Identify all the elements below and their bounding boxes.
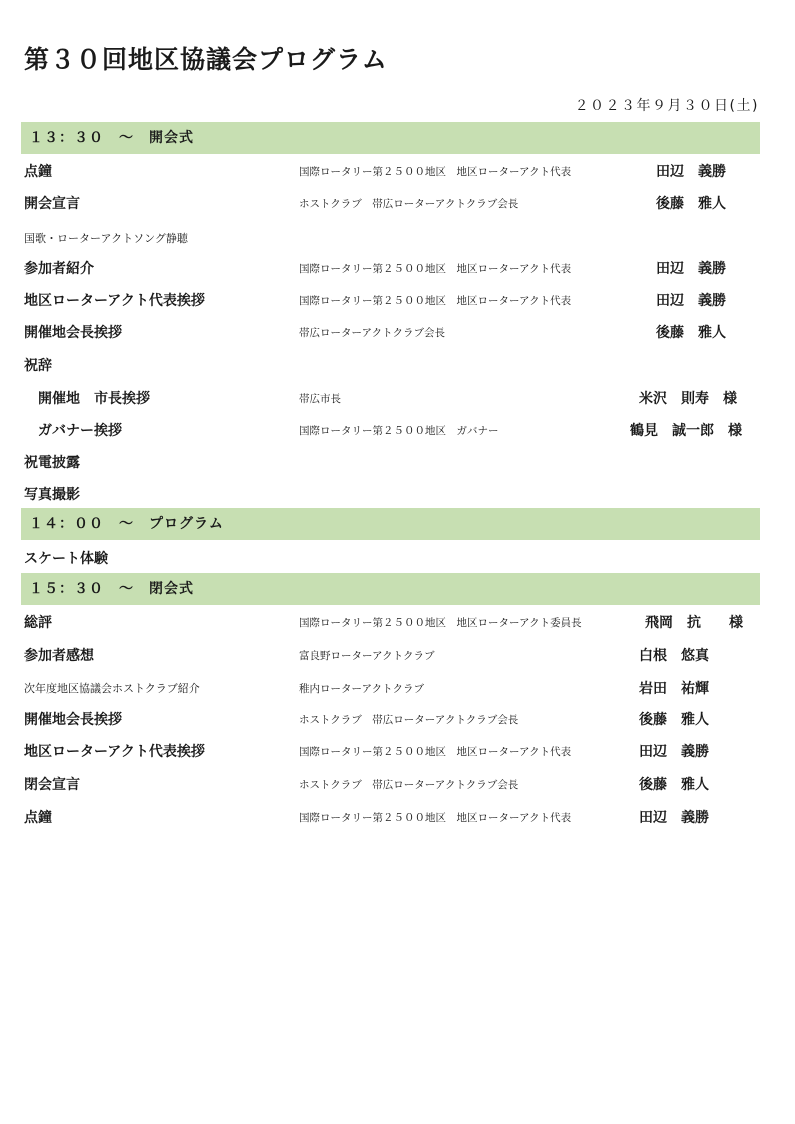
- program-row: [0, 612, 795, 634]
- item-label: 開会宣言: [24, 196, 80, 212]
- program-row: [0, 161, 795, 183]
- item-label: 点鐘: [24, 164, 52, 180]
- item-label: 祝辞: [24, 358, 52, 374]
- program-row: [0, 484, 795, 506]
- item-org: 帯広ローターアクトクラブ会長: [299, 327, 445, 339]
- item-org: 国際ロータリー第２５００地区 地区ローターアクト代表: [299, 166, 572, 178]
- item-label: 次年度地区協議会ホストクラブ紹介: [24, 682, 200, 695]
- item-label: 開催地会長挨拶: [24, 325, 122, 341]
- item-org: ホストクラブ 帯広ローターアクトクラブ会長: [299, 198, 519, 210]
- item-person: 田辺 義勝: [656, 261, 726, 277]
- item-person: 田辺 義勝: [639, 810, 709, 826]
- item-label: 開催地会長挨拶: [24, 712, 122, 728]
- item-person: 田辺 義勝: [639, 744, 709, 760]
- item-person: 鶴見 誠一郎 様: [630, 423, 742, 439]
- item-person: 後藤 雅人: [639, 777, 709, 793]
- item-person: 飛岡 抗 様: [645, 615, 743, 631]
- event-date: ２０２３年９月３０日(土): [574, 98, 759, 114]
- section-header-program: １４：００ ～ プログラム: [21, 508, 760, 540]
- page-title: 第３０回地区協議会プログラム: [24, 45, 388, 74]
- item-label: 参加者感想: [24, 648, 94, 664]
- section-header-opening: １３：３０ ～ 開会式: [21, 122, 760, 154]
- item-label: 参加者紹介: [24, 261, 94, 277]
- item-label: 総評: [24, 615, 52, 631]
- item-org: ホストクラブ 帯広ローターアクトクラブ会長: [299, 779, 519, 791]
- program-row: [0, 452, 795, 474]
- item-org: 国際ロータリー第２５００地区 地区ローターアクト委員長: [299, 617, 582, 629]
- item-label: 国歌・ローターアクトソング静聴: [24, 232, 188, 245]
- program-row: [0, 548, 795, 570]
- item-person: 白根 悠真: [639, 648, 709, 664]
- item-org: 国際ロータリー第２５００地区 地区ローターアクト代表: [299, 746, 572, 758]
- item-label: 写真撮影: [24, 487, 80, 503]
- program-row: [0, 709, 795, 731]
- item-person: 後藤 雅人: [656, 325, 726, 341]
- item-org: 国際ロータリー第２５００地区 地区ローターアクト代表: [299, 295, 572, 307]
- item-label: 閉会宣言: [24, 777, 80, 793]
- item-org: 国際ロータリー第２５００地区 ガバナー: [299, 425, 499, 437]
- program-row: [0, 420, 795, 442]
- item-person: 米沢 則寿 様: [639, 391, 737, 407]
- item-org: 国際ロータリー第２５００地区 地区ローターアクト代表: [299, 263, 572, 275]
- section-header-closing: １５：３０ ～ 閉会式: [21, 573, 760, 605]
- item-label: 地区ローターアクト代表挨拶: [24, 744, 205, 760]
- item-org: 稚内ローターアクトクラブ: [299, 683, 424, 695]
- item-org: 国際ロータリー第２５００地区 地区ローターアクト代表: [299, 812, 572, 824]
- program-row: [0, 228, 795, 250]
- item-label: 地区ローターアクト代表挨拶: [24, 293, 205, 309]
- item-person: 田辺 義勝: [656, 164, 726, 180]
- item-label: 開催地 市長挨拶: [38, 391, 150, 407]
- program-row: [0, 322, 795, 344]
- item-org: 帯広市長: [299, 393, 341, 405]
- item-person: 田辺 義勝: [656, 293, 726, 309]
- item-label: スケート体験: [24, 551, 108, 567]
- program-row: [0, 355, 795, 377]
- program-row: [0, 774, 795, 796]
- item-person: 後藤 雅人: [656, 196, 726, 212]
- program-row: [0, 290, 795, 312]
- item-org: ホストクラブ 帯広ローターアクトクラブ会長: [299, 714, 519, 726]
- program-row: [0, 645, 795, 667]
- item-label: 点鐘: [24, 810, 52, 826]
- item-org: 富良野ローターアクトクラブ: [299, 650, 435, 662]
- item-label: 祝電披露: [24, 455, 80, 471]
- program-row: [0, 807, 795, 829]
- program-row: [0, 388, 795, 410]
- program-row: [0, 678, 795, 700]
- item-person: 後藤 雅人: [639, 712, 709, 728]
- program-row: [0, 741, 795, 763]
- program-row: [0, 193, 795, 215]
- program-row: [0, 258, 795, 280]
- item-person: 岩田 祐輝: [639, 681, 709, 697]
- item-label: ガバナー挨拶: [38, 423, 122, 439]
